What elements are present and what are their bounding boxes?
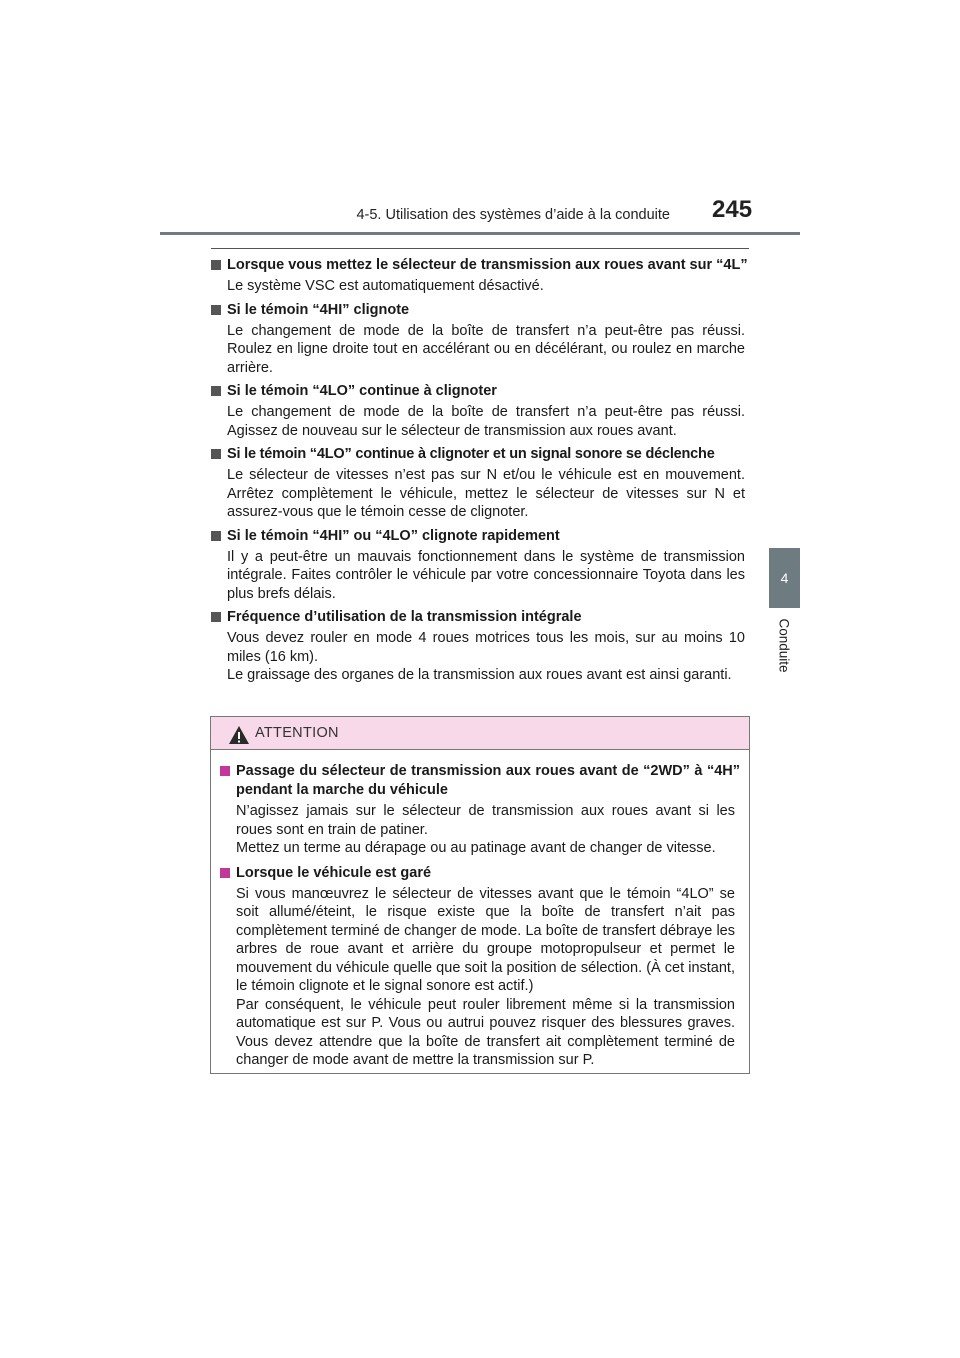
section-4l bbox=[210, 256, 750, 296]
section-title: Si le témoin “4LO” continue à clignoter et un signal sonore se déclenche bbox=[210, 445, 750, 464]
page-number: 245 bbox=[712, 196, 753, 223]
square-bullet-icon bbox=[211, 531, 221, 541]
square-bullet-icon bbox=[211, 449, 221, 459]
warning-triangle-icon bbox=[228, 725, 250, 745]
content-divider bbox=[211, 248, 749, 249]
paragraph: Le changement de mode de la boîte de transfert n’a peut-être pas réussi. Roulez en ligne droite tout en accélérant ou en décélérant, ou roulez en marche arrière. bbox=[227, 322, 745, 376]
chapter-tab-label-text: Conduite bbox=[777, 617, 793, 673]
section-title: Si le témoin “4LO” continue à clignoter bbox=[210, 382, 750, 401]
chapter-tab-label bbox=[769, 610, 800, 680]
section-4lo-blink-buzzer bbox=[210, 445, 750, 522]
square-bullet-icon bbox=[211, 386, 221, 396]
square-bullet-icon bbox=[211, 612, 221, 622]
attention-title: ATTENTION bbox=[255, 725, 339, 741]
chapter-tab-number[interactable]: 4 bbox=[769, 548, 800, 608]
paragraph: Il y a peut-être un mauvais fonctionnement dans le système de transmission intégrale. Faites contrôler le véhicule par votre concessionnaire Toyota dans les plus brefs délais. bbox=[227, 548, 745, 602]
section-fast-blink bbox=[210, 527, 750, 604]
paragraph: Par conséquent, le véhicule peut rouler librement même si la transmission automatique est sur P. Vous ou autrui pouvez risquer des blessures graves. Vous devez attendre que la boîte de transfert ait complètement terminé de changer de mode avant de mettre la transmission sur P. bbox=[236, 996, 735, 1068]
section-title: Lorsque vous mettez le sélecteur de transmission aux roues avant sur “4L” bbox=[210, 256, 750, 275]
attention-box bbox=[210, 716, 750, 1074]
paragraph: Le changement de mode de la boîte de transfert n’a peut-être pas réussi. Agissez de nouveau sur le sélecteur de transmission aux roues avant. bbox=[227, 404, 745, 439]
section-title: Lorsque le véhicule est garé bbox=[219, 864, 740, 883]
section-body bbox=[210, 629, 750, 685]
section-body bbox=[210, 277, 750, 296]
header-divider bbox=[160, 232, 800, 235]
paragraph: Mettez un terme au dérapage ou au patinage avant de changer de vitesse. bbox=[236, 840, 716, 856]
section-frequency bbox=[210, 608, 750, 685]
paragraph: Vous devez rouler en mode 4 roues motrices tous les mois, sur au moins 10 miles (16 km). bbox=[227, 630, 745, 665]
square-bullet-icon bbox=[211, 305, 221, 315]
square-bullet-icon bbox=[220, 868, 230, 878]
main-content bbox=[210, 256, 750, 690]
section-title: Fréquence d’utilisation de la transmission intégrale bbox=[210, 608, 750, 627]
section-title: Passage du sélecteur de transmission aux roues avant de “2WD” à “4H” pendant la marche du véhicule bbox=[219, 762, 740, 800]
paragraph: Le sélecteur de vitesses n’est pas sur N et/ou le véhicule est en mouvement. Arrêtez complètement le véhicule, mettez le sélecteur de vitesses sur N et assurez-vous que le témoin cesse de clignoter. bbox=[227, 467, 745, 520]
square-bullet-icon bbox=[211, 260, 221, 270]
attention-header bbox=[211, 717, 749, 750]
section-body bbox=[210, 322, 750, 378]
section-body bbox=[210, 403, 750, 440]
section-4lo-blink bbox=[210, 382, 750, 440]
attention-section-2wd-4h bbox=[219, 762, 740, 858]
attention-body bbox=[211, 750, 749, 1070]
square-bullet-icon bbox=[220, 766, 230, 776]
section-body bbox=[219, 802, 740, 858]
paragraph: Le graissage des organes de la transmission aux roues avant est ainsi garanti. bbox=[227, 667, 732, 683]
header-section-title: 4-5. Utilisation des systèmes d’aide à la conduite bbox=[356, 207, 670, 223]
section-4hi-blink bbox=[210, 301, 750, 378]
section-body bbox=[219, 885, 740, 1070]
paragraph: Si vous manœuvrez le sélecteur de vitesses avant que le témoin “4LO” se soit allumé/éteint, le risque existe que la boîte de transfert n’ait pas complètement terminé de changer de mode. La boîte de transfert débraye les arbres de roue avant et arrière du groupe motopropulseur et permet le mouvement du véhicule quelle que soit la position de sélection. (À cet instant, le témoin clignote et le signal sonore est actif.) bbox=[236, 885, 735, 994]
paragraph: Le système VSC est automatiquement désactivé. bbox=[227, 278, 544, 294]
section-body bbox=[210, 466, 750, 522]
attention-section-parked bbox=[219, 864, 740, 1070]
section-body bbox=[210, 548, 750, 604]
section-title: Si le témoin “4HI” clignote bbox=[210, 301, 750, 320]
section-title: Si le témoin “4HI” ou “4LO” clignote rapidement bbox=[210, 527, 750, 546]
paragraph: N’agissez jamais sur le sélecteur de transmission aux roues avant si les roues sont en train de patiner. bbox=[236, 803, 735, 838]
